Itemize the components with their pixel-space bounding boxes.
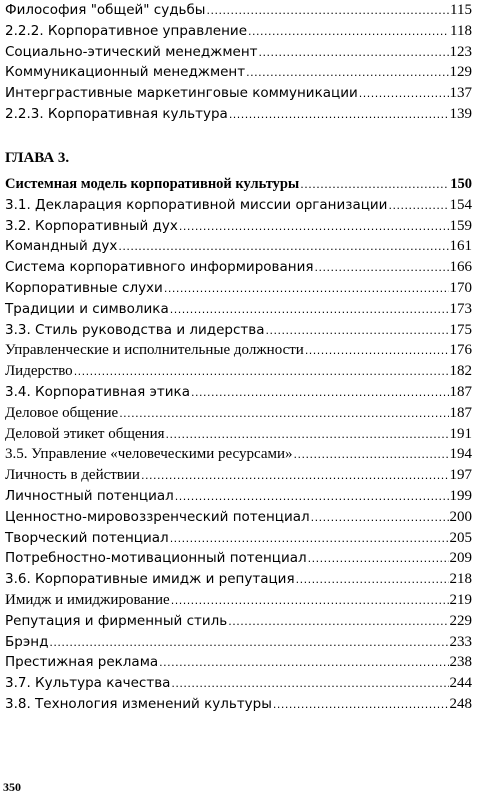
chapter-heading: ГЛАВА 3.	[5, 150, 70, 166]
toc-entry	[5, 694, 472, 715]
toc-leader-dots	[359, 83, 449, 105]
toc-entry-title: Традиции и символика	[5, 300, 169, 317]
toc-top-section	[5, 0, 472, 125]
toc-entry-title: 3.7. Культура качества	[5, 675, 171, 692]
toc-leader-dots	[118, 236, 448, 258]
page-number: 350	[3, 780, 21, 794]
toc-leader-dots	[259, 42, 449, 64]
toc-entry-page: 197	[449, 467, 472, 484]
toc-chapter-section	[5, 174, 472, 715]
toc-entry	[5, 83, 472, 104]
toc-entry-title: Корпоративные слухи	[5, 279, 163, 296]
toc-entry-page: 229	[449, 612, 472, 629]
toc-leader-dots	[170, 528, 449, 550]
toc-entry-title: Философия "общей" судьбы	[5, 2, 206, 18]
toc-leader-dots	[308, 548, 449, 570]
toc-entry-title: Система корпоративного информирования	[5, 259, 314, 276]
toc-entry	[5, 216, 472, 237]
toc-entry-page: 137	[449, 85, 472, 102]
toc-leader-dots	[311, 507, 449, 529]
toc-leader-dots	[49, 632, 448, 654]
toc-entry-title: Ценностно-мировоззренческий потенциал	[5, 508, 310, 525]
toc-leader-dots	[228, 611, 448, 633]
toc-entry-title: Имидж и имиджирование	[5, 591, 170, 608]
toc-entry-title: Репутация и фирменный стиль	[5, 612, 228, 629]
toc-entry-page: 173	[449, 300, 472, 317]
toc-entry	[5, 257, 472, 278]
toc-entry-page: 170	[449, 279, 472, 296]
toc-entry-page: 166	[449, 259, 472, 276]
toc-leader-dots	[119, 403, 448, 425]
toc-leader-dots	[170, 299, 449, 321]
toc-entry	[5, 673, 472, 694]
toc-entry	[5, 195, 472, 216]
toc-entry-title: Личность в действии	[5, 467, 140, 484]
toc-entry-title: Брэнд	[5, 633, 49, 650]
toc-entry	[5, 444, 472, 465]
toc-entry	[5, 590, 472, 611]
toc-entry-title: 3.4. Корпоративная этика	[5, 383, 190, 400]
toc-entry-page: 129	[449, 64, 472, 81]
toc-entry-page: 205	[449, 529, 472, 546]
toc-entry	[5, 548, 472, 569]
toc-entry-page: 199	[449, 487, 472, 504]
toc-entry	[5, 486, 472, 507]
toc-entry-title: Социально-этический менеджмент	[5, 43, 258, 60]
toc-leader-dots	[206, 0, 449, 22]
toc-leader-dots	[273, 694, 449, 716]
toc-leader-dots	[166, 424, 449, 446]
toc-entry-page: 123	[449, 43, 472, 60]
toc-entry	[5, 632, 472, 653]
toc-entry-title: Коммуникационный менеджмент	[5, 64, 246, 81]
toc-entry-title: Деловой этикет общения	[5, 425, 165, 442]
toc-leader-dots	[266, 320, 449, 342]
toc-entry-title: 2.2.3. Корпоративная культура	[5, 105, 228, 122]
toc-leader-dots	[179, 216, 449, 238]
toc-leader-dots	[388, 195, 448, 217]
toc-entry-title: Командный дух	[5, 238, 118, 255]
toc-entry-title: Престижная реклама	[5, 654, 159, 671]
toc-leader-dots	[229, 104, 449, 126]
toc-leader-dots	[171, 673, 448, 695]
toc-leader-dots	[191, 382, 449, 404]
toc-entry-page: 150	[450, 176, 472, 192]
toc-leader-dots	[159, 652, 448, 674]
toc-entry-page: 175	[449, 321, 472, 338]
toc-leader-dots	[300, 174, 449, 196]
toc-entry-page: 161	[449, 238, 472, 255]
toc-leader-dots	[74, 361, 449, 383]
toc-entry-page: 118	[450, 22, 472, 39]
toc-entry	[5, 0, 472, 21]
toc-leader-dots	[175, 486, 449, 508]
toc-entry-page: 233	[449, 633, 472, 650]
toc-entry	[5, 278, 472, 299]
toc-entry-title: 3.1. Декларация корпоративной миссии организации	[5, 196, 388, 213]
toc-entry-title: Творческий потенциал	[5, 529, 169, 546]
toc-entry	[5, 42, 472, 63]
toc-entry-title: Личностный потенциал	[5, 487, 174, 504]
toc-entry	[5, 652, 472, 673]
toc-leader-dots	[164, 278, 449, 300]
toc-entry-page: 187	[449, 383, 472, 400]
toc-entry	[5, 104, 472, 125]
toc-leader-dots	[305, 340, 449, 362]
toc-entry-title: 3.3. Стиль руководства и лидерства	[5, 321, 265, 338]
toc-entry-page: 219	[449, 591, 472, 608]
toc-entry	[5, 507, 472, 528]
toc-entry	[5, 382, 472, 403]
toc-entry-page: 209	[449, 550, 472, 567]
toc-entry	[5, 403, 472, 424]
toc-entry-page: 176	[449, 342, 472, 359]
toc-entry	[5, 174, 472, 195]
toc-leader-dots	[314, 257, 448, 279]
toc-entry	[5, 299, 472, 320]
toc-entry-page: 139	[449, 105, 472, 122]
toc-entry-title: Потребностно-мотивационный потенциал	[5, 550, 307, 567]
toc-entry	[5, 21, 472, 42]
toc-leader-dots	[248, 21, 449, 43]
toc-entry-page: 244	[449, 675, 472, 692]
toc-entry-title: 3.2. Корпоративный дух	[5, 217, 178, 234]
toc-entry	[5, 236, 472, 257]
toc-entry-page: 248	[449, 695, 472, 712]
toc-entry-title: 3.6. Корпоративные имидж и репутация	[5, 571, 295, 588]
toc-entry-page: 194	[449, 446, 472, 463]
toc-entry	[5, 340, 472, 361]
toc-entry	[5, 465, 472, 486]
toc-entry-title: Лидерство	[5, 363, 73, 380]
toc-leader-dots	[294, 444, 449, 466]
toc-entry	[5, 320, 472, 341]
toc-leader-dots	[246, 62, 448, 84]
toc-entry-title: Деловое общение	[5, 404, 119, 421]
toc-entry	[5, 424, 472, 445]
toc-entry-title: 3.8. Технология изменений культуры	[5, 695, 272, 712]
toc-entry-page: 154	[449, 196, 472, 213]
toc-entry-page: 187	[449, 404, 472, 421]
toc-entry-page: 191	[449, 425, 472, 442]
toc-entry-page: 238	[449, 654, 472, 671]
toc-entry-page: 200	[449, 508, 472, 525]
toc-entry-page: 218	[449, 571, 472, 588]
toc-entry-page: 159	[449, 217, 472, 234]
toc-entry-title: 3.5. Управление «человеческими ресурсами»	[5, 446, 293, 463]
toc-entry-title: 2.2.2. Корпоративное управление	[5, 22, 248, 39]
toc-entry	[5, 569, 472, 590]
toc-leader-dots	[296, 569, 449, 591]
toc-entry	[5, 361, 472, 382]
toc-entry	[5, 611, 472, 632]
toc-entry	[5, 528, 472, 549]
toc-entry	[5, 62, 472, 83]
toc-leader-dots	[171, 590, 449, 612]
toc-entry-title: Системная модель корпоративной культуры	[5, 176, 300, 192]
toc-entry-title: Интерграстивные маркетинговые коммуникации	[5, 85, 358, 102]
toc-entry-page: 182	[449, 363, 472, 380]
toc-leader-dots	[141, 465, 449, 487]
toc-entry-page: 115	[450, 2, 472, 18]
toc-entry-title: Управленческие и исполнительные должности	[5, 342, 304, 359]
